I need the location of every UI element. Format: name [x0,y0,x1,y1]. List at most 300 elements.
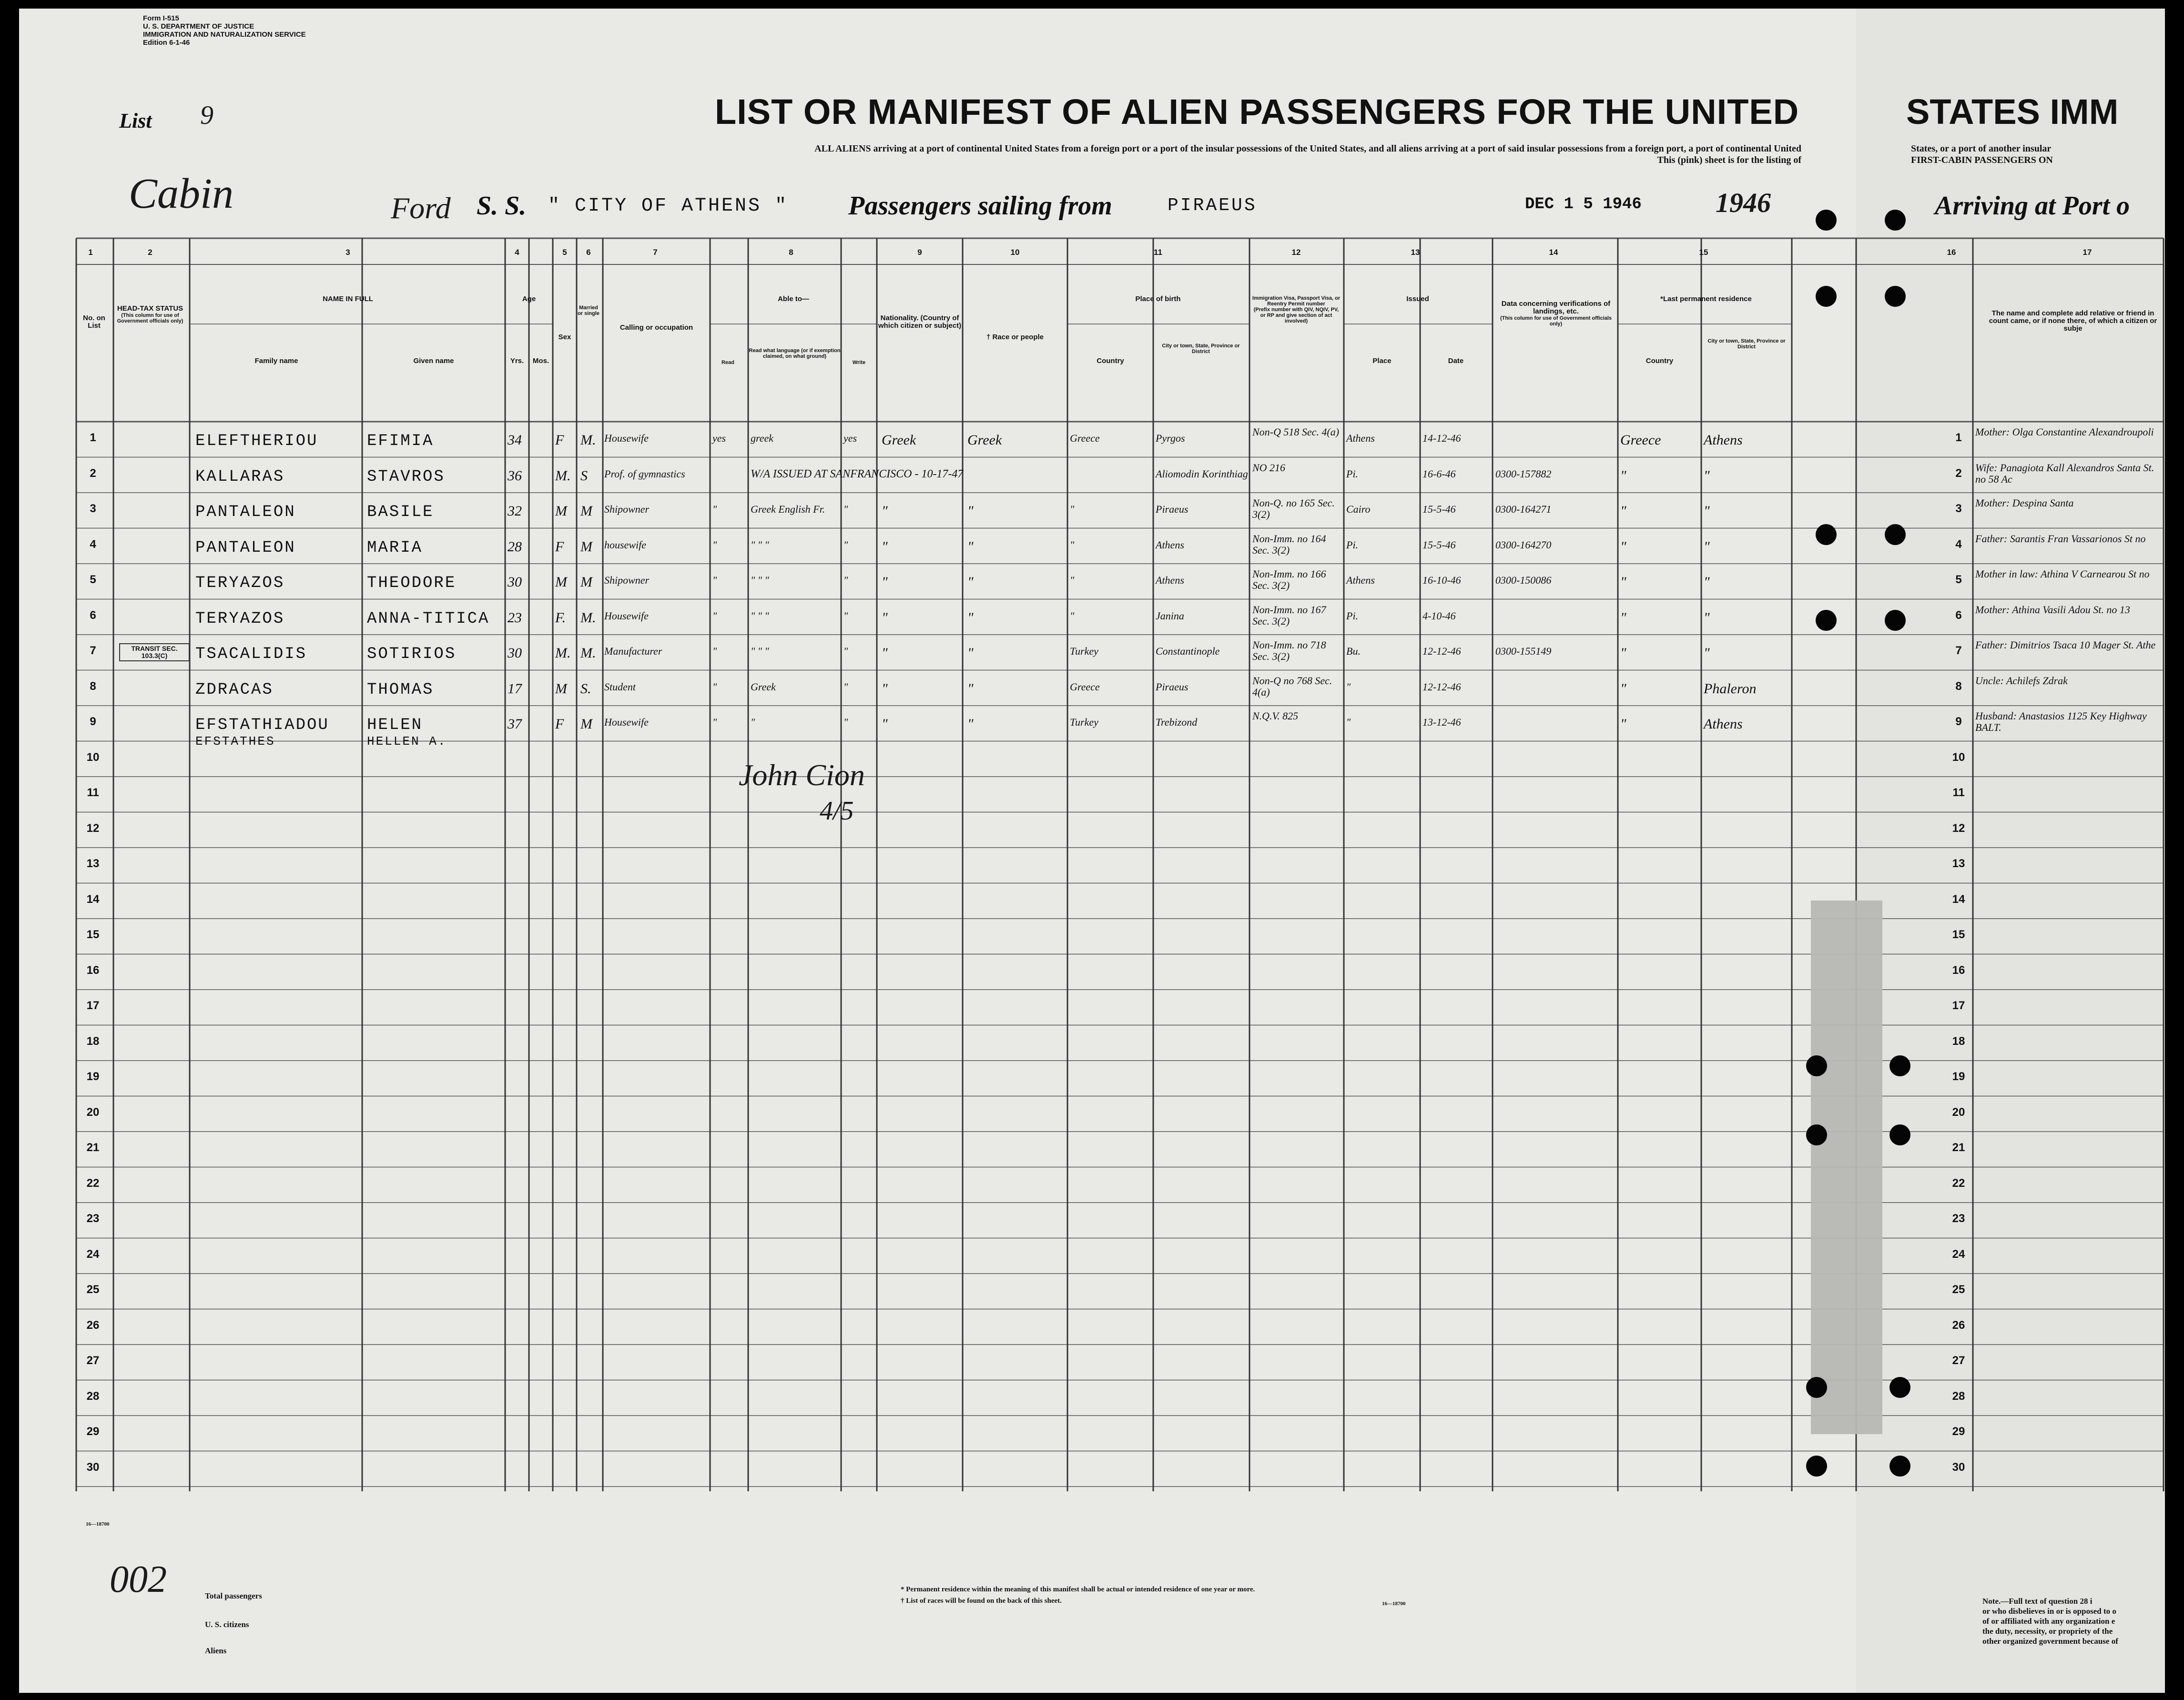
cell-country: " [1070,538,1075,551]
cell-race: Greek [967,432,1002,448]
punch-hole [1889,1456,1910,1477]
cell-nationality: " [882,538,888,555]
cell-visa: Non-Imm. no 167 Sec. 3(2) [1252,603,1326,627]
column-number: 11 [1154,248,1162,257]
cell-given: STAVROS [367,467,445,486]
row-number: 17 [1952,999,1965,1012]
col-race: † Race or people [986,333,1044,341]
row-number: 13 [86,857,100,870]
cell-read: " [712,609,717,622]
row-number: 8 [1955,679,1962,693]
cell-country: Turkey [1070,645,1098,657]
cell-marital: M. [580,609,596,626]
row-number: 25 [1952,1283,1965,1296]
row-number: 15 [1952,928,1965,941]
punch-hole [1816,286,1837,307]
cell-sex: F [555,538,564,555]
row-number: 24 [1952,1247,1965,1261]
cell-marital: M [580,716,592,732]
cell-family-alt: EFSTATHES [195,734,275,749]
row-number: 20 [1952,1105,1965,1119]
cell-occupation: Housewife [604,432,649,444]
row-number: 14 [86,892,100,906]
cell-given: BASILE [367,503,434,521]
cell-language: " [751,716,755,728]
cell-place: Bu. [1346,645,1361,657]
cell-age: 30 [508,645,522,661]
cell-given: HELEN [367,716,423,734]
form-identifier: Form I-515 U. S. DEPARTMENT OF JUSTICE IMMIGRATION AND NATURALIZATION SERVICE Edition 6-1-46 [143,14,306,47]
cell-res_city: " [1704,503,1710,519]
cell-date: 15-5-46 [1422,538,1456,551]
cell-write: yes [843,432,857,444]
cell-given-alt: HELLEN A. [367,734,447,749]
cell-language: W/A ISSUED AT SANFRANCISCO - 10-17-47 [751,467,964,480]
ship-name: " CITY OF ATHENS " [548,195,789,217]
cell-given: SOTIRIOS [367,645,457,663]
intro-text-right: States, or a port of another insular FIRST-CABIN PASSENGERS ON [1911,143,2053,165]
cell-city: Pyrgos [1156,432,1185,444]
printer-code: 16—18700 [1382,1601,1406,1607]
cell-race: " [967,503,974,519]
cell-language: " " " [751,609,769,622]
cell-age: 34 [508,432,522,448]
cell-date: 16-10-46 [1422,574,1461,586]
row-number: 22 [1952,1176,1965,1190]
transit-stamp: TRANSIT SEC. 103.3(C) [119,643,190,661]
cell-write: " [843,609,848,622]
cell-race: " [967,645,974,661]
cell-given: ANNA-TITICA [367,609,490,628]
cell-write: " [843,680,848,693]
row-number: 6 [1955,608,1962,622]
row-number: 11 [1952,786,1965,799]
cell-race: " [967,574,974,590]
cell-date: 12-12-46 [1422,680,1461,693]
cell-res_country: Greece [1620,432,1661,448]
cell-family: ZDRACAS [195,680,274,699]
row-number: 8 [90,679,96,693]
cell-relative: Mother: Olga Constantine Alexandroupoli [1975,426,2154,438]
cell-nationality: " [882,574,888,590]
cell-sex: M [555,503,567,519]
cell-family: PANTALEON [195,503,296,521]
footnote-races: † List of races will be found on the back of this sheet. [901,1597,1062,1605]
cell-language: " " " [751,645,769,657]
col-age: Age [522,295,536,303]
col-name-in-full: NAME IN FULL [323,295,373,303]
cell-read: " [712,716,717,728]
row-number: 6 [90,608,96,622]
cell-age: 23 [508,609,522,626]
cell-place: Athens [1346,432,1375,444]
cell-res_country: " [1620,503,1626,519]
column-number: 17 [2082,248,2092,257]
punch-hole [1806,1456,1827,1477]
cell-given: THOMAS [367,680,434,699]
cell-date: 13-12-46 [1422,716,1461,728]
cell-verif: 0300-155149 [1495,645,1552,657]
cell-visa: Non-Q no 768 Sec. 4(a) [1252,674,1332,698]
cell-country: Greece [1070,680,1100,693]
punch-hole [1806,1124,1827,1145]
col-issued-date: Date [1448,357,1464,365]
row-number: 25 [86,1283,100,1296]
column-number: 14 [1549,248,1558,257]
cell-age: 17 [508,680,522,697]
date-stamp: DEC 1 5 1946 [1525,195,1642,213]
col-no-on-list: No. on List [83,314,105,330]
port-of-departure: PIRAEUS [1168,195,1257,216]
page-title: LIST OR MANIFEST OF ALIEN PASSENGERS FOR THE UNITED [715,92,1799,132]
cell-read: yes [712,432,726,444]
cell-marital: S. [580,680,591,697]
cell-nationality: " [882,609,888,626]
cell-marital: M [580,503,592,519]
right-note: Note.—Full text of question 28 i or who disbelieves in or is opposed to o of or affiliated with any organization e the duty, necessity, or propriety of the other organized government because of [1982,1597,2118,1646]
cell-race: " [967,716,974,732]
cell-res_city: " [1704,538,1710,555]
cell-nationality: " [882,680,888,697]
row-number: 21 [86,1141,100,1154]
row-number: 20 [86,1105,100,1119]
cell-language: " " " [751,538,769,551]
row-number: 23 [1952,1212,1965,1225]
row-number: 19 [1952,1070,1965,1083]
row-number: 9 [1955,715,1962,728]
col-issued-place: Place [1372,357,1392,365]
row-number: 2 [90,466,96,480]
cell-verif: 0300-164270 [1495,538,1552,551]
punch-hole [1816,210,1837,231]
row-number: 14 [1952,892,1965,906]
aliens-label: Aliens [205,1646,227,1655]
cell-occupation: Student [604,680,636,693]
cell-language: Greek [751,680,776,693]
cell-res_country: " [1620,609,1626,626]
cell-city: Aliomodin Korinthiag [1156,467,1248,480]
row-number: 26 [1952,1318,1965,1332]
row-number: 13 [1952,857,1965,870]
column-number: 7 [653,248,658,257]
cell-occupation: Prof. of gymnastics [604,467,685,480]
row-number: 9 [90,715,96,728]
cell-nationality: " [882,716,888,732]
row-number: 7 [1955,644,1962,657]
column-number: 2 [148,248,152,257]
row-number: 1 [90,431,96,444]
row-number: 4 [90,537,96,551]
cell-city: Athens [1156,574,1184,586]
cell-family: TERYAZOS [195,574,285,592]
cell-language: " " " [751,574,769,586]
cell-read: " [712,645,717,657]
cell-nationality: Greek [882,432,916,448]
cell-given: EFIMIA [367,432,434,450]
cell-date: 4-10-46 [1422,609,1456,622]
cell-relative: Mother: Athina Vasili Adou St. no 13 [1975,603,2130,616]
row-number: 27 [86,1354,100,1367]
tape-strip [1811,901,1882,1434]
col-residence-country: Country [1646,357,1674,365]
col-family-name: Family name [254,357,298,365]
row-number: 1 [1955,431,1962,444]
cell-country: Turkey [1070,716,1098,728]
row-number: 26 [86,1318,100,1332]
col-relative: The name and complete add relative or friend in count came, or if none there, of which a citizen or subje [1989,309,2157,333]
footnote-residence: * Permanent residence within the meaning of this manifest shall be actual or intended residence of one year or more. [901,1586,1255,1593]
cell-visa: Non-Q 518 Sec. 4(a) [1252,426,1340,438]
cell-visa: Non-Imm. no 166 Sec. 3(2) [1252,568,1326,591]
cell-marital: M [580,574,592,590]
cell-occupation: Shipowner [604,574,650,586]
cell-marital: M. [580,645,596,661]
row-number: 21 [1952,1141,1965,1154]
cell-nationality: " [882,645,888,661]
col-age-yrs: Yrs. [510,357,524,365]
row-number: 15 [86,928,100,941]
col-given-name: Given name [413,357,454,365]
cell-occupation: Shipowner [604,503,650,515]
row-number: 22 [86,1176,100,1190]
cell-write: " [843,538,848,551]
col-issued: Issued [1406,295,1429,303]
row-number: 5 [1955,573,1962,586]
cell-visa: N.Q.V. 825 [1252,710,1299,722]
row-number: 10 [1952,750,1965,764]
column-number: 10 [1010,248,1020,257]
cell-sex: F [555,716,564,732]
row-number: 29 [86,1425,100,1438]
cell-read: " [712,538,717,551]
corner-number: 002 [110,1558,167,1600]
cell-date: 15-5-46 [1422,503,1456,515]
row-number: 29 [1952,1425,1965,1438]
col-residence-city: City or town, State, Province or District [1707,338,1786,350]
cell-read: " [712,680,717,693]
cell-res_city: Athens [1704,716,1743,732]
cell-place: Pi. [1346,538,1359,551]
cell-marital: M. [580,432,596,448]
cell-visa: Non-Imm. no 718 Sec. 3(2) [1252,639,1326,662]
col-verification: Data concerning verifications of landings, etc. (This column for use of Government officials only) [1500,300,1612,327]
cell-language: Greek English Fr. [751,503,825,515]
punch-hole [1816,524,1837,545]
cell-city: Piraeus [1156,503,1189,515]
col-occupation: Calling or occupation [620,324,693,332]
col-place-of-birth: Place of birth [1135,295,1181,303]
row-number: 19 [86,1070,100,1083]
year: 1946 [1716,187,1771,218]
cell-res_city: Athens [1704,432,1743,448]
cell-res_country: " [1620,574,1626,590]
cell-write: " [843,503,848,515]
punch-hole [1885,210,1906,231]
passengers-sailing-label: Passengers sailing from [848,191,1112,221]
cell-country: Greece [1070,432,1100,444]
cell-occupation: Manufacturer [604,645,662,657]
cell-country: " [1070,503,1075,515]
cell-language: greek [751,432,774,444]
cell-age: 28 [508,538,522,555]
punch-hole [1889,1377,1910,1398]
col-age-mos: Mos. [532,357,549,365]
cell-age: 36 [508,467,522,484]
cell-sex: M. [555,467,571,484]
row-number: 2 [1955,466,1962,480]
column-number: 5 [562,248,567,257]
row-number: 28 [86,1389,100,1403]
cell-res_city: " [1704,645,1710,661]
row-number: 28 [1952,1389,1965,1403]
cell-relative: Mother: Despina Santa [1975,497,2074,509]
printer-code-left: 16—18700 [86,1521,110,1527]
cell-relative: Father: Sarantis Fran Vassarionos St no [1975,532,2146,545]
column-number: 1 [88,248,93,257]
total-passengers-label: Total passengers [205,1591,262,1600]
col-married: Married or single [578,305,599,316]
cell-place: Cairo [1346,503,1371,515]
column-number: 13 [1411,248,1420,257]
col-visa: Immigration Visa, Passport Visa, or Reentry Permit number (Prefix number with QIV, NQIV, PV, or RP and give section of act involved) [1252,295,1341,324]
cell-relative: Father: Dimitrios Tsaca 10 Mager St. Athe [1975,639,2156,651]
row-number: 18 [1952,1034,1965,1048]
row-number: 5 [90,573,96,586]
cell-given: MARIA [367,538,423,557]
cell-sex: M. [555,645,571,661]
cell-family: TERYAZOS [195,609,285,628]
cell-city: Piraeus [1156,680,1189,693]
cell-res_city: Phaleron [1704,680,1757,697]
cell-occupation: Housewife [604,609,649,622]
col-read-language: Read what language (or if exemption claimed, on what ground) [749,348,841,359]
punch-hole [1885,610,1906,631]
column-number: 3 [345,248,350,257]
punch-hole [1806,1055,1827,1076]
cell-date: 12-12-46 [1422,645,1461,657]
punch-hole [1885,286,1906,307]
cell-relative: Wife: Panagiota Kall Alexandros Santa St. no 58 Ac [1975,461,2154,485]
column-number: 9 [917,248,922,257]
cell-race: " [967,680,974,697]
row-number: 27 [1952,1354,1965,1367]
col-birth-city: City or town, State, Province or District [1162,343,1240,354]
cell-visa: NO 216 [1252,461,1286,474]
cell-res_city: " [1704,609,1710,626]
cell-relative: Mother in law: Athina V Carnearou St no [1975,568,2150,580]
column-number: 12 [1291,248,1301,257]
row-number: 30 [1952,1460,1965,1474]
cell-marital: S [580,467,588,484]
cell-family: PANTALEON [195,538,296,557]
col-able-to: Able to— [778,295,809,303]
cell-res_country: " [1620,645,1626,661]
cell-race: " [967,609,974,626]
cell-sex: M [555,680,567,697]
ford-note: Ford [391,191,451,225]
col-sex: Sex [558,333,571,341]
row-number: 23 [86,1212,100,1225]
cell-city: Constantinople [1156,645,1220,657]
column-number: 4 [515,248,519,257]
cell-occupation: Housewife [604,716,649,728]
cell-marital: M [580,538,592,555]
cell-res_country: " [1620,680,1626,697]
cell-read: " [712,574,717,586]
signature-initials: 4/5 [820,796,854,826]
ss-label: S. S. [477,191,527,221]
row-number: 30 [86,1460,100,1474]
column-number: 8 [789,248,793,257]
page-title-right: STATES IMM [1906,92,2119,132]
cell-family: ELEFTHERIOU [195,432,318,450]
cell-age: 37 [508,716,522,732]
cell-city: Janina [1156,609,1184,622]
cell-verif: 0300-164271 [1495,503,1552,515]
punch-hole [1885,524,1906,545]
punch-hole [1889,1124,1910,1145]
column-number: 15 [1699,248,1708,257]
row-number: 7 [90,644,96,657]
col-write: Write [852,360,866,365]
cell-family: TSACALIDIS [195,645,307,663]
col-head-tax: HEAD-TAX STATUS (This column for use of Government officials only) [117,304,183,324]
punch-hole [1889,1055,1910,1076]
cell-nationality: " [882,503,888,519]
punch-hole [1816,610,1837,631]
col-birth-country: Country [1097,357,1124,365]
row-number: 24 [86,1247,100,1261]
cell-relative: Husband: Anastasios 1125 Key Highway BALT. [1975,710,2147,733]
cell-date: 14-12-46 [1422,432,1461,444]
cell-city: Athens [1156,538,1184,551]
cell-res_country: " [1620,716,1626,732]
list-label: List [119,109,152,132]
row-number: 16 [1952,963,1965,977]
row-number: 17 [86,999,100,1012]
list-number: 9 [200,101,213,130]
row-number: 18 [86,1034,100,1048]
row-number: 16 [86,963,100,977]
cell-country: " [1070,609,1075,622]
cell-family: KALLARAS [195,467,285,486]
cell-given: THEODORE [367,574,457,592]
cell-place: Pi. [1346,609,1359,622]
cell-sex: F. [555,609,566,626]
cell-visa: Non-Q. no 165 Sec. 3(2) [1252,497,1335,520]
cell-place: " [1346,680,1351,693]
cell-verif: 0300-157882 [1495,467,1552,480]
row-number: 4 [1955,537,1962,551]
row-number: 11 [87,786,99,799]
cell-place: Pi. [1346,467,1359,480]
cell-write: " [843,716,848,728]
cell-verif: 0300-150086 [1495,574,1552,586]
cell-country: " [1070,574,1075,586]
col-last-residence: *Last permanent residence [1660,295,1752,303]
cell-sex: M [555,574,567,590]
punch-hole [1806,1377,1827,1398]
row-number: 3 [1955,502,1962,515]
cell-family: EFSTATHIADOU [195,716,329,734]
column-number: 6 [586,248,591,257]
col-read: Read [721,360,734,365]
cell-age: 30 [508,574,522,590]
arriving-label: Arriving at Port o [1935,191,2130,221]
cell-write: " [843,645,848,657]
cell-res_country: " [1620,467,1626,484]
cell-occupation: housewife [604,538,646,551]
